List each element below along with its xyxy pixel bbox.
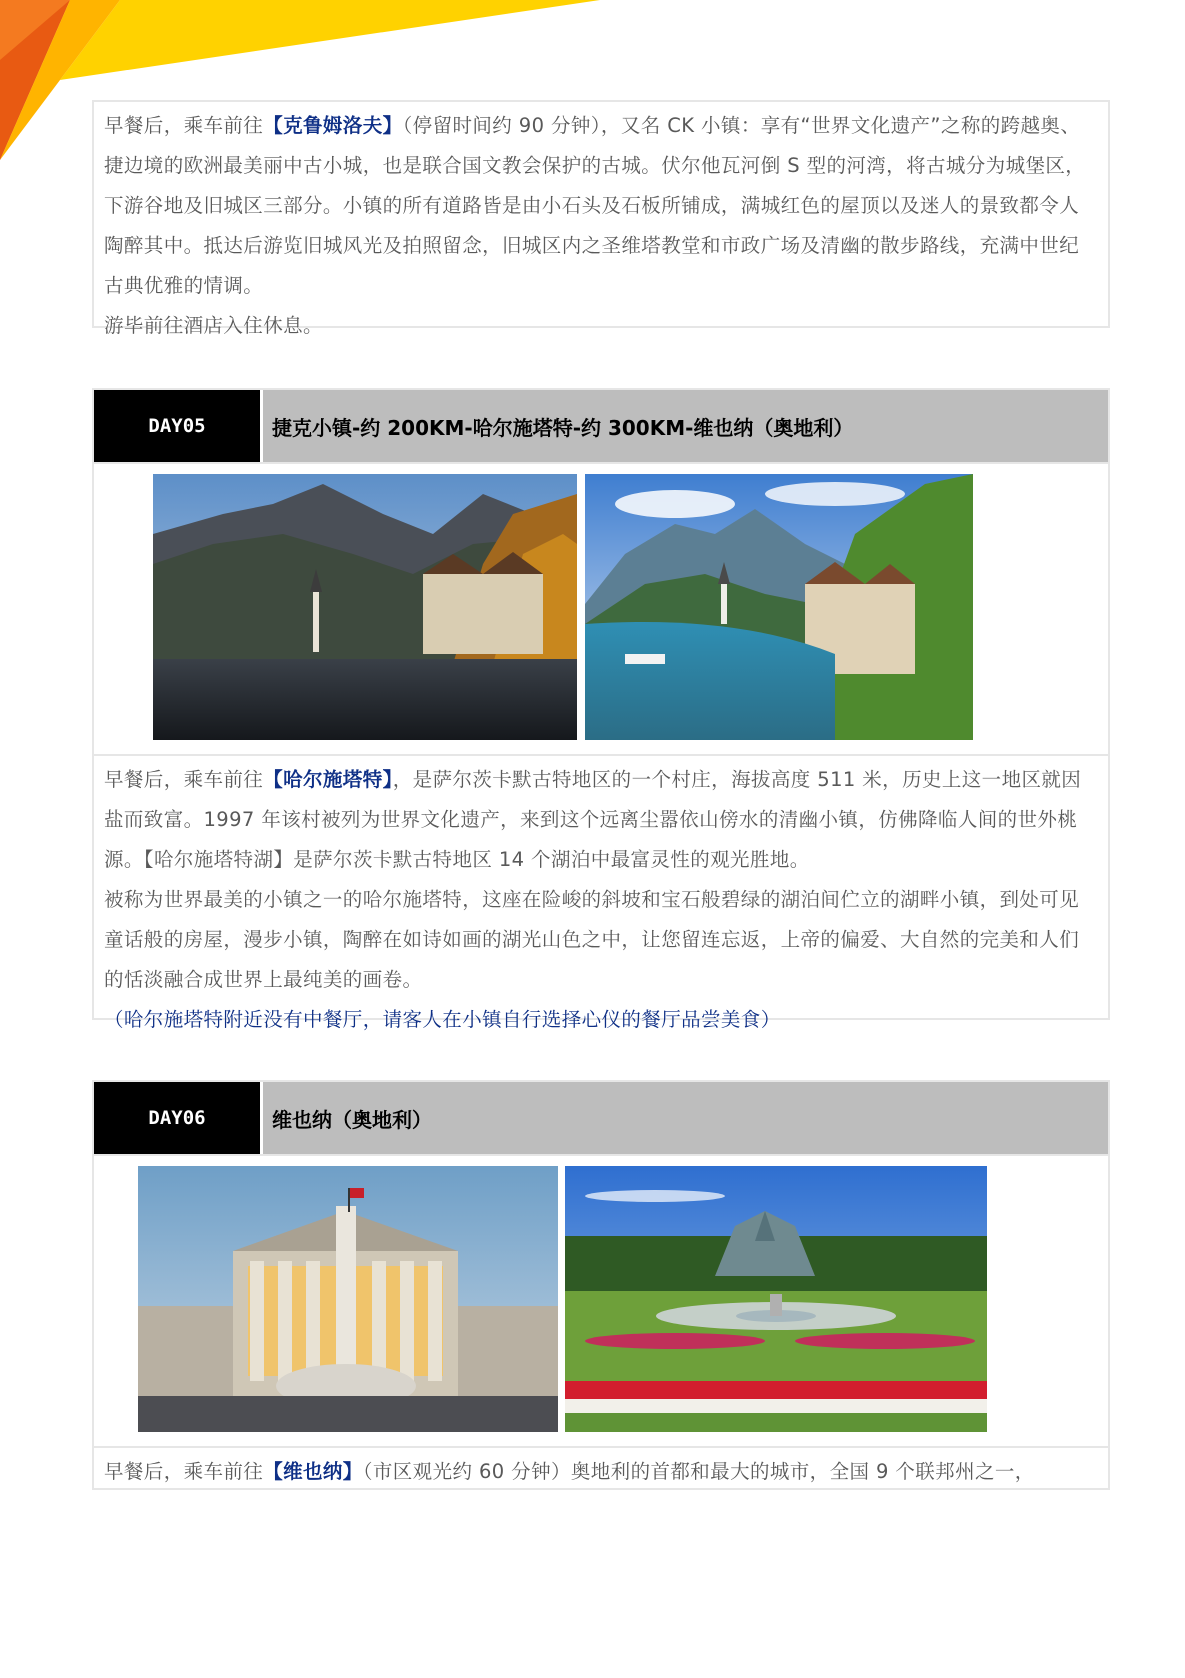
hallstatt-autumn-photo (153, 474, 577, 740)
day05-header (92, 388, 1110, 464)
day06-header (92, 1080, 1110, 1156)
day06-text-box (92, 1446, 1110, 1490)
day05-text-box (92, 754, 1110, 1031)
day05-paragraph-1: 早餐后，乘车前往【哈尔施塔特】，是萨尔茨卡默古特地区的一个村庄，海拔高度 511 米，历史上这一地区就因盐而致富。1997 年该村被列为世界文化遗产，来到这个远离尘嚣依山傍水的清幽小镇，仿佛降临人间的世外桃源。【哈尔施塔特湖】是萨尔茨卡默古特地区 14 个湖泊中最富灵性的观光胜地。 (104, 768, 1082, 871)
day06-label: DAY06 (94, 1082, 260, 1154)
day04-paragraph-1: 早餐后，乘车前往【克鲁姆洛夫】（停留时间约 90 分钟），又名 CK 小镇：享有“世界文化遗产”之称的跨越奥、捷边境的欧洲最美丽中古小城，也是联合国文教会保护的古城。伏尔他瓦河倒 S 型的河湾，将古城分为城堡区，下游谷地及旧城区三部分。小镇的所有道路皆是由小石头及石板所铺成，满城红色的屋顶以及迷人的景致都令人陶醉其中。抵达后游览旧城风光及拍照留念，旧城区内之圣维塔教堂和市政广场及清幽的散步路线，充满中世纪古典优雅的情调。 (104, 114, 1086, 297)
day06-photo-row (92, 1154, 1110, 1446)
day06-title: 维也纳（奥地利） (263, 1082, 1108, 1154)
vienna-highlight: 【维也纳】 (263, 1460, 363, 1483)
austrian-parliament-photo (138, 1166, 558, 1432)
day05-photo-row (92, 462, 1110, 754)
day05-title: 捷克小镇-约 200KM-哈尔施塔特-约 300KM-维也纳（奥地利） (263, 390, 1108, 462)
day04-text-box (92, 100, 1110, 337)
day06-paragraph-1: 早餐后，乘车前往【维也纳】（市区观光约 60 分钟）奥地利的首都和最大的城市，全国 9 个联邦州之一， (104, 1460, 1035, 1483)
hallstatt-highlight: 【哈尔施塔特】 (263, 768, 393, 791)
day05-label: DAY05 (94, 390, 260, 462)
krumlov-highlight: 【克鲁姆洛夫】 (263, 114, 403, 137)
day05-meal-note: （哈尔施塔特附近没有中餐厅，请客人在小镇自行选择心仪的餐厅品尝美食） (104, 1008, 781, 1031)
day04-paragraph-2: 游毕前往酒店入住休息。 (104, 314, 323, 337)
schonbrunn-palm-house-garden-photo (565, 1166, 987, 1432)
hallstatt-lake-photo (585, 474, 973, 740)
day05-paragraph-2: 被称为世界最美的小镇之一的哈尔施塔特，这座在险峻的斜坡和宝石般碧绿的湖泊间伫立的湖畔小镇，到处可见童话般的房屋，漫步小镇，陶醉在如诗如画的湖光山色之中，让您留连忘返，上帝的偏爱、大自然的完美和人们的恬淡融合成世界上最纯美的画卷。 (104, 888, 1080, 991)
